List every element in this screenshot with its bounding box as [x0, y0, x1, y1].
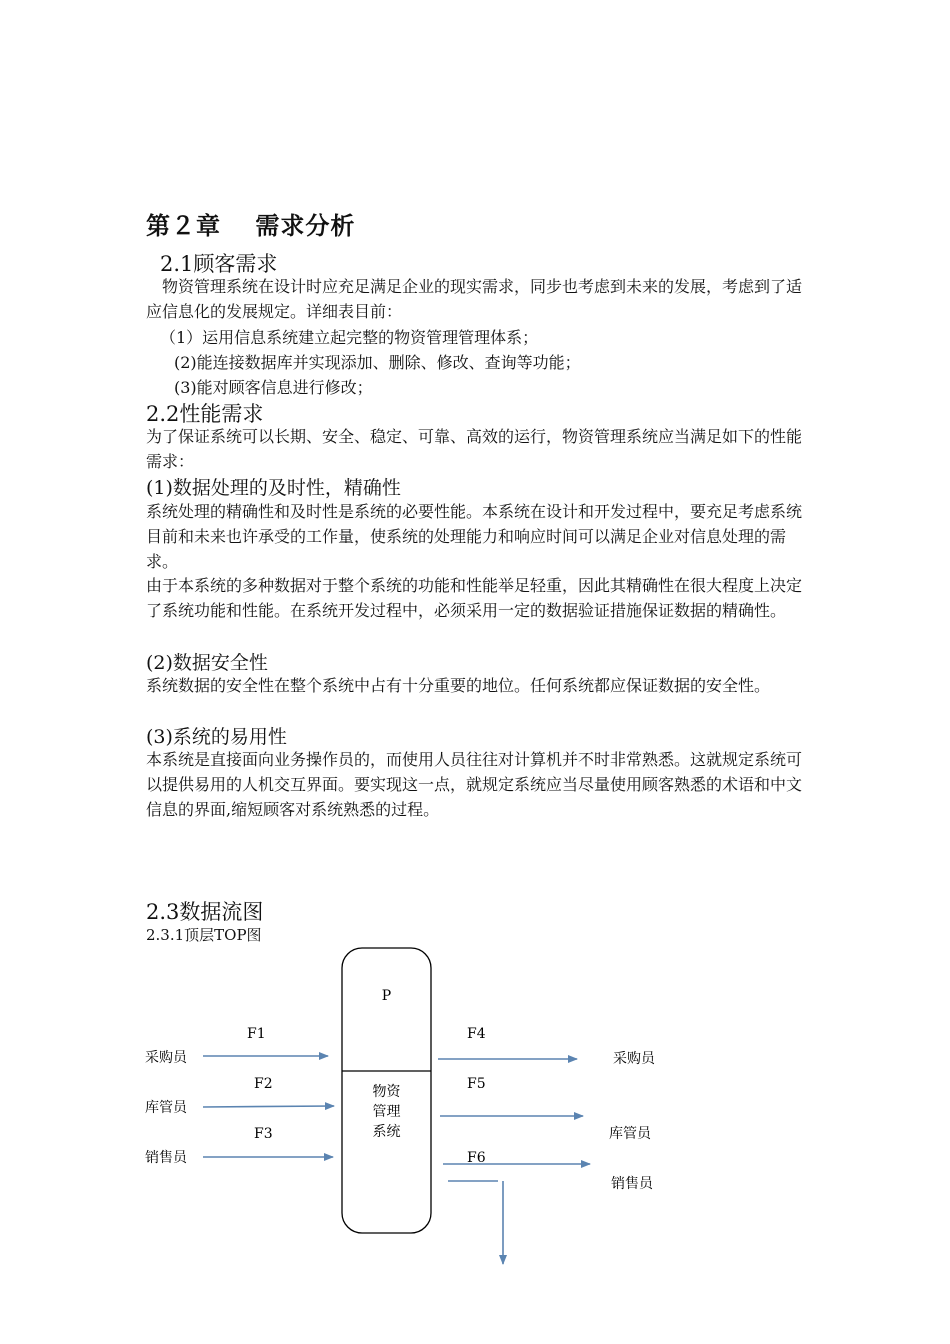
entity-salesperson-left: 销售员: [145, 1150, 187, 1166]
list-item: (3)能对顾客信息进行修改；: [174, 378, 373, 397]
subsection-title-3: (3)系统的易用性: [146, 726, 287, 748]
flow-label-f1: F1: [247, 1026, 266, 1042]
chapter-title: 第２章 需求分析: [146, 211, 356, 240]
entity-purchaser-left: 采购员: [145, 1050, 187, 1066]
section-2-1-paragraph: 物资管理系统在设计时应充足满足企业的现实需求，同步也考虑到未来的发展，考虑到了适应信息化的发展规定。详细表目前：: [146, 277, 803, 321]
flow-label-f5: F5: [467, 1076, 486, 1092]
process-id-label: P: [381, 988, 392, 1004]
section-heading-2-1: 2.1顾客需求: [160, 252, 278, 276]
flow-label-f6: F6: [467, 1150, 486, 1166]
subsection-title-1: (1)数据处理的及时性，精确性: [146, 477, 401, 499]
section-heading-2-3: 2.3数据流图: [146, 900, 264, 924]
entity-salesperson-right: 销售员: [611, 1176, 653, 1192]
process-name-line: 管理: [372, 1104, 401, 1120]
subsection-title-2: (2)数据安全性: [146, 652, 268, 674]
process-name-line: 物资: [372, 1084, 401, 1100]
entity-purchaser-right: 采购员: [613, 1051, 655, 1067]
subsection-1-paragraph-2: 由于本系统的多种数据对于整个系统的功能和性能举足轻重，因此其精确性在很大程度上决定了系统功能和性能。在系统开发过程中，必须采用一定的数据验证措施保证数据的精确性。: [146, 576, 803, 620]
section-2-2-intro: 为了保证系统可以长期、安全、稳定、可靠、高效的运行，物资管理系统应当满足如下的性能需求：: [146, 427, 803, 471]
entity-warehouse-keeper-left: 库管员: [145, 1100, 187, 1116]
flow-label-f4: F4: [467, 1026, 486, 1042]
entity-warehouse-keeper-right: 库管员: [609, 1126, 651, 1142]
subsection-3-paragraph: 本系统是直接面向业务操作员的，而使用人员往往对计算机并不时非常熟悉。这就规定系统可以提供易用的人机交互界面。要实现这一点，就规定系统应当尽量使用顾客熟悉的术语和中文信息的界面,缩短顾客对系统熟悉的过程。: [146, 750, 803, 819]
process-name-line: 系统: [372, 1124, 401, 1140]
flow-label-f2: F2: [254, 1076, 273, 1092]
subsection-2-paragraph: 系统数据的安全性在整个系统中占有十分重要的地位。任何系统都应保证数据的安全性。: [146, 676, 771, 695]
list-item: (2)能连接数据库并实现添加、删除、修改、查询等功能；: [174, 353, 581, 372]
flow-arrow-f2: [203, 1106, 334, 1107]
subsection-1-paragraph-1: 系统处理的精确性和及时性是系统的必要性能。本系统在设计和开发过程中，要充足考虑系统目前和未来也许承受的工作量，使系统的处理能力和响应时间可以满足企业对信息处理的需求。: [146, 502, 803, 571]
subsection-heading-2-3-1: 2.3.1顶层TOP图: [146, 926, 262, 944]
section-heading-2-2: 2.2性能需求: [146, 402, 264, 426]
list-item: （1）运用信息系统建立起完整的物资管理管理体系；: [160, 328, 539, 347]
flow-label-f3: F3: [254, 1126, 273, 1142]
